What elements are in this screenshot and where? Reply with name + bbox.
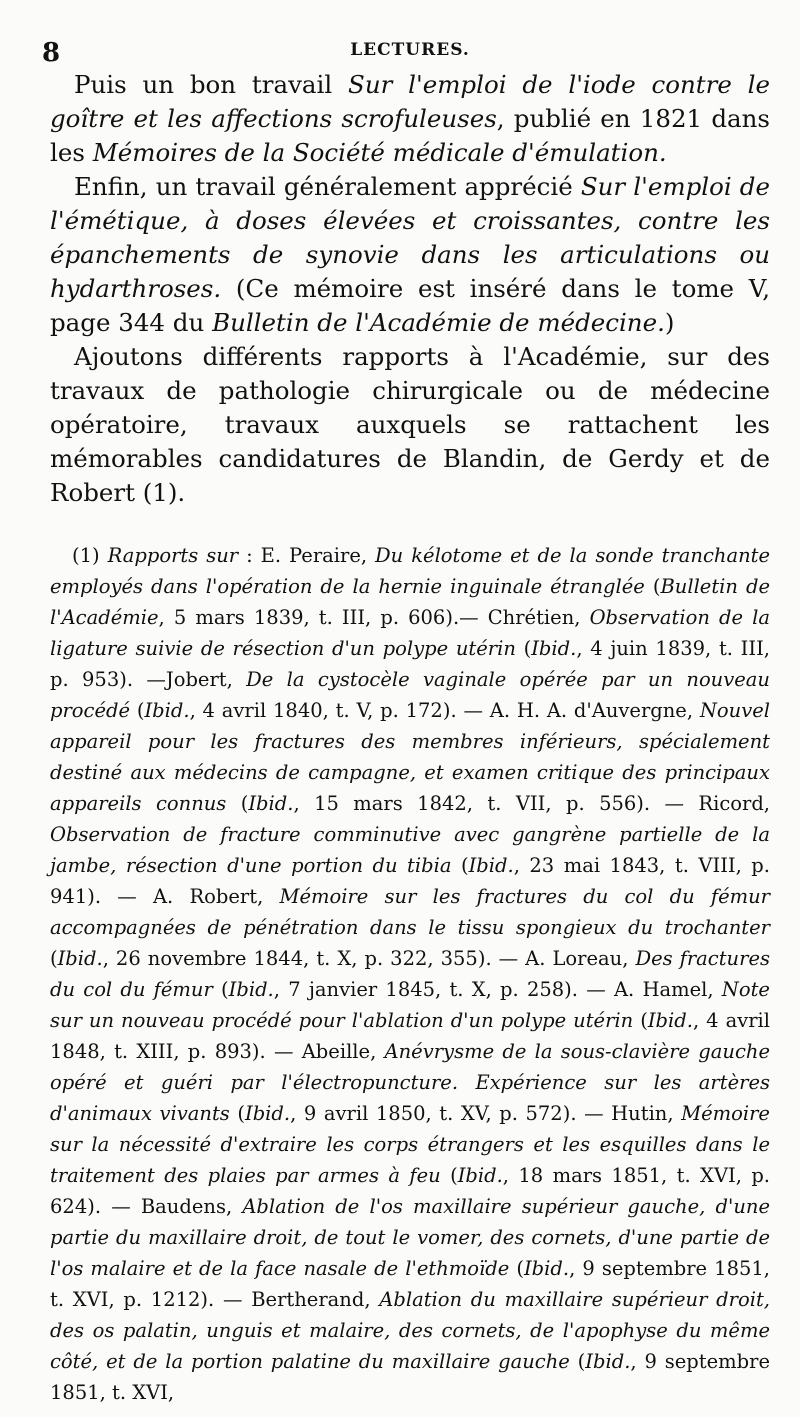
italic-text-run: Ibid. [248, 792, 294, 815]
text-run: , 7 janvier 1845, t. X, p. 258). — A. Hamel, [273, 978, 722, 1001]
text-run: , 9 septembre 1851, t. XVI, [50, 1350, 770, 1404]
italic-text-run: Observation de fracture comminutive avec gangrène partielle de la jambe, résection d'une portion du tibia [50, 823, 770, 877]
italic-text-run: Ibid. [585, 1350, 631, 1373]
text-run: , 9 avril 1850, t. XV, p. 572). — Hutin, [290, 1102, 682, 1125]
text-run: ( [229, 1102, 245, 1125]
italic-text-run: Sur l'emploi de l'iode contre le goître et les affections scrofuleuses [50, 70, 770, 133]
italic-text-run: Ibid. [144, 699, 190, 722]
text-run: , 18 mars 1851, t. XVI, p. 624). — Baudens, [50, 1164, 770, 1218]
italic-text-run: Rapports sur [107, 544, 239, 567]
italic-text-run: Anévrysme de la sous-clavière gauche opéré et guéri par l'électropuncture. Expérience sur les artères d'animaux vivants [50, 1040, 770, 1125]
text-run: ( [515, 637, 532, 660]
text-run: ( [569, 1350, 586, 1373]
text-run: ( [130, 699, 145, 722]
running-head: LECTURES. [350, 40, 470, 60]
page-header [42, 28, 770, 68]
italic-text-run: Mémoire sur les fractures du col du fémur accompagnées de pénétration dans le tissu spongieux du trochanter [50, 885, 771, 939]
text-run: , 4 juin 1839, t. III, p. 953). —Jobert, [50, 637, 770, 691]
text-run: ( [50, 947, 58, 970]
italic-text-run: Ibid. [531, 637, 577, 660]
text-run: ( [633, 1009, 648, 1032]
italic-text-run: Ibid. [468, 854, 514, 877]
paragraph [50, 340, 770, 510]
page-number: 8 [42, 38, 61, 68]
text-run: : E. Peraire, [238, 544, 376, 567]
italic-text-run: Mémoires de la Société médicale d'émulation. [92, 138, 667, 167]
text-run: , 4 avril 1848, t. XIII, p. 893). — Abeille, [50, 1009, 770, 1063]
italic-text-run: Ibid. [457, 1164, 503, 1187]
text-run: ) [664, 308, 675, 337]
text-run: , 4 avril 1840, t. V, p. 172). — A. H. A. d'Auvergne, [189, 699, 700, 722]
text-run: ( [440, 1164, 458, 1187]
text-run: ( [226, 792, 249, 815]
italic-text-run: Sur l'emploi de l'émétique, à doses élevées et croissantes, contre les épanchements de synovie dans les articulations ou hydarthroses. [50, 172, 770, 303]
italic-text-run: Ibid. [245, 1102, 291, 1125]
text-run: , 5 mars 1839, t. III, p. 606).— Chrétien, [158, 606, 590, 629]
text-run: , 15 mars 1842, t. VII, p. 556). — Ricord, [293, 792, 771, 815]
text-run: Enfin, un travail généralement apprécié [74, 172, 581, 201]
text-run: Ajoutons différents rapports à l'Académie, sur des travaux de pathologie chirurgicale ou de médecine opératoire, travaux auxquels se rattachent les mémorables candidatures de Blandin, de Gerdy et de Robert (1). [50, 342, 770, 507]
italic-text-run: Mémoire sur la nécessité d'extraire les corps étrangers et les esquilles dans le traitement des plaies par armes à feu [50, 1102, 770, 1187]
text-run: ( [509, 1257, 524, 1280]
text-run: , 26 novembre 1844, t. X, p. 322, 355). — A. Loreau, [102, 947, 636, 970]
italic-text-run: Des fractures du col du fémur [50, 947, 770, 1001]
italic-text-run: Ibid. [228, 978, 274, 1001]
paragraph [50, 68, 770, 170]
italic-text-run: Bulletin de l'Académie de médecine. [212, 308, 665, 337]
italic-text-run: Ibid. [647, 1009, 693, 1032]
italic-text-run: De la cystocèle vaginale opérée par un nouveau procédé [50, 668, 770, 722]
text-run: ( [212, 978, 229, 1001]
text-run: ( [644, 575, 661, 598]
italic-text-run: Du kélotome et de la sonde tranchante employés dans l'opération de la hernie inguinale étranglée [50, 544, 771, 598]
italic-text-run: Ablation de l'os maxillaire supérieur gauche, d'une partie du maxillaire droit, de tout le vomer, des cornets, d'une partie de l'os malaire et de la face nasale de l'ethmoïde [50, 1195, 770, 1280]
italic-text-run: Ibid. [523, 1257, 570, 1280]
text-run: (1) [72, 544, 108, 567]
text-run: ( [451, 854, 469, 877]
text-run: (Ce mémoire est inséré dans le tome V, page 344 du [50, 274, 770, 337]
paragraph [50, 170, 770, 340]
text-run: , 23 mai 1843, t. VIII, p. 941). — A. Robert, [50, 854, 770, 908]
italic-text-run: Note sur un nouveau procédé pour l'ablation d'un polype utérin [50, 978, 770, 1032]
italic-text-run: Observation de la ligature suivie de résection d'un polype utérin [50, 606, 770, 660]
text-run: , publié en 1821 dans les [50, 104, 770, 167]
footnote [50, 540, 770, 1408]
italic-text-run: Ibid. [57, 947, 103, 970]
text-run: Puis un bon travail [74, 70, 349, 99]
body-text [50, 68, 770, 510]
text-run: , 9 septembre 1851, t. XVI, p. 1212). — Bertherand, [50, 1257, 770, 1311]
italic-text-run: Ablation du maxillaire supérieur droit, des os palatin, unguis et malaire, des cornets, de l'apophyse du même côté, et de la portion palatine du maxillaire gauche [50, 1288, 770, 1373]
italic-text-run: Bulletin de l'Académie [50, 575, 770, 629]
italic-text-run: Nouvel appareil pour les fractures des membres inférieurs, spécialement destiné aux médecins de campagne, et examen critique des principaux appareils connus [50, 699, 771, 815]
